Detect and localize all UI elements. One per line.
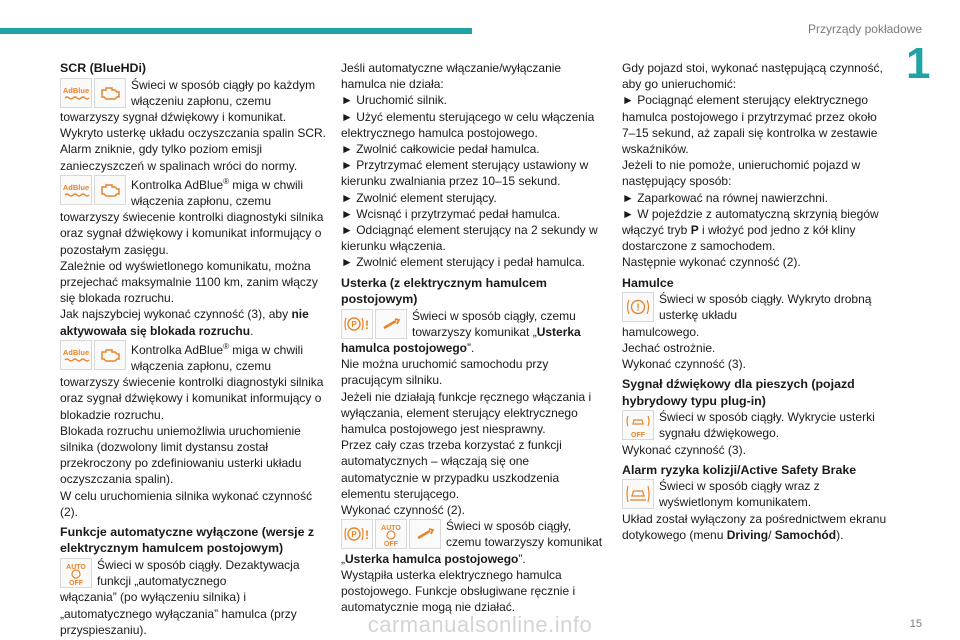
engine-icon (94, 340, 126, 370)
brakes-heading: Hamulce (622, 275, 674, 290)
step-6: ► Wcisnąć i przytrzymać pedał hamulca. (341, 206, 561, 221)
page-number: 15 (909, 618, 922, 630)
adblue-icon (60, 175, 92, 205)
step-5: ► Zwolnić element sterujący. (341, 190, 497, 205)
adblue-warning-2: AdBlue Kontrolka AdBlue® miga w chwili włączenia zapłonu, czemu (60, 174, 328, 209)
auto-functions-heading: Funkcje automatyczne wyłączone (wersje z elektrycznym hamulcem postojowym) (60, 524, 315, 556)
svg-text:AdBlue: AdBlue (62, 347, 90, 357)
collision-alarm-heading: Alarm ryzyka kolizji/Active Safety Brake (622, 462, 857, 477)
auto-off-icon (375, 519, 407, 549)
parking-brake-fault-2: P ! AUTO OFF Świeci w sposób ciągły, czemu towarzyszy komunikat (341, 518, 603, 550)
adblue-icon (60, 340, 92, 370)
svg-text:AdBlue: AdBlue (62, 85, 90, 95)
step-3: ► Zwolnić całkowicie pedał hamulca. (341, 142, 540, 157)
adblue-warning-3: AdBlue Kontrolka AdBlue® miga w chwili włączenia zapłonu, czemu (60, 339, 328, 374)
step-7: ► Odciągnąć element sterujący na 2 sekundy w kierunku włączenia. (341, 223, 598, 254)
brakes-warning: ! Świeci w sposób ciągły. Wykryto drobną usterkę układu (622, 291, 890, 323)
svg-text:!: ! (365, 528, 369, 543)
engine-icon (94, 78, 126, 108)
scr-heading: SCR (BlueHDi) (60, 61, 147, 75)
svg-text:OFF: OFF (384, 541, 398, 548)
svg-text:AUTO: AUTO (381, 525, 401, 533)
header-accent-bar (0, 28, 472, 34)
svg-text:!: ! (636, 302, 640, 314)
parking-brake-icon (341, 519, 373, 549)
svg-text:P: P (351, 530, 357, 540)
collision-alarm-icon (622, 479, 654, 509)
adblue-warning-1: AdBlue Świeci w sposób ciągły po każdym włączeniu zapłonu, czemu (60, 77, 328, 109)
column-2: Jeśli automatyczne włączanie/wyłączanie hamulca nie działa: ► Uruchomić silnik. ► Użyć elementu sterującego w celu włączenia elektrycznego hamulca postojowego. ► Zwolnić całkowicie pedał hamulca. ► Przytrzymać element sterujący ustawiony w kierunku zwalniania przez 10–15 sekund. ► Zwolnić element sterujący. ► Wcisnąć i przytrzymać pedał hamulca. ► Odciągnąć element sterujący na 2 sekundy w kierunku włączenia. ► Zwolnić element sterujący i pedał hamulca. Usterka (z elektrycznym hamulcem postojowym) P ! Świeci w sposób ciągły, czemu towarzyszy komunikat „Usterka hamulca postojowego”. Nie można uruchomić samochodu przy pracującym silniku. Jeżeli nie działają funkcje ręcznego włączania i wyłączania, element sterujący elektrycznego hamulca postojowego jest niesprawny. Przez cały czas trzeba korzystać z funkcji automatycznych – włączają się one automatycznie w przypadku uszkodzenia elementu sterującego. Wykonać czynność (2). P ! AUTO OFF Świeci w sposób ciągły, czemu towarzyszy komunikat „Usterka hamulca postojowego”. Wystąpiła usterka elektrycznego hamulca postojowego. Funkcje obsługiwane ręcznie i automatycznie mogą nie działać. (341, 61, 603, 615)
auto-off-warning: AUTO OFF Świeci w sposób ciągły. Dezaktywacja funkcji „automatycznego (60, 557, 328, 589)
column-3: Gdy pojazd stoi, wykonać następującą czynność, aby go unieruchomić: ► Pociągnąć element sterujący elektrycznego hamulca postojowego i przytrzymać przez około 7–15 sekund, aż zapali się kontrolka w zestawie wskaźników. Jeżeli to nie pomoże, unieruchomić pojazd w następujący sposób: ► Zaparkować na równej nawierzchni. ► W pojeździe z automatyczną skrzynią biegów włączyć tryb P i włożyć pod jedno z kół kliny dostarczone z samochodem. Następnie wykonać czynność (2). Hamulce ! Świeci w sposób ciągły. Wykryto drobną usterkę układu hamulcowego. Jechać ostrożnie. Wykonać czynność (3). Sygnał dźwiękowy dla pieszych (pojazd hybrydowy typu plug-in) OFF Świeci w sposób ciągły. Wykrycie usterki sygnału dźwiękowego. Wykonać czynność (3). Alarm ryzyka kolizji/Active Safety Brake Świeci w sposób ciągły wraz z wyświetlonym komunikatem. Układ został wyłączony za pośrednictwem ekranu dotykowego (menu Driving/ Samochód). (622, 60, 890, 543)
engine-icon (94, 175, 126, 205)
svg-text:OFF: OFF (631, 432, 645, 439)
step-4: ► Przytrzymać element sterujący ustawiony w kierunku zwalniania przez 10–15 sekund. (341, 158, 589, 189)
parking-brake-icon (341, 309, 373, 339)
wrench-icon (375, 309, 407, 339)
step-8: ► Zwolnić element sterujący i pedał hamulca. (341, 255, 585, 270)
svg-text:OFF: OFF (69, 579, 83, 586)
step-1: ► Uruchomić silnik. (341, 93, 447, 108)
svg-text:AdBlue: AdBlue (62, 182, 90, 192)
collision-alarm-warning: Świeci w sposób ciągły wraz z wyświetlonym komunikatem. (622, 478, 890, 510)
auto-off-icon (60, 558, 92, 588)
svg-text:AUTO: AUTO (66, 563, 86, 571)
svg-text:P: P (351, 319, 357, 329)
section-title: Przyrządy pokładowe (807, 22, 922, 36)
step-2: ► Użyć elementu sterującego w celu włączenia elektrycznego hamulca postojowego. (341, 109, 595, 140)
watermark: carmanualsonline.info (367, 612, 593, 637)
pedestrian-sound-warning: OFF Świeci w sposób ciągły. Wykrycie usterki sygnału dźwiękowego. (622, 409, 890, 441)
column-1: SCR (BlueHDi) AdBlue Świeci w sposób ciągły po każdym włączeniu zapłonu, czemu towarzyszy sygnał dźwiękowy i komunikat. Wykryto usterkę układu oczyszczania spalin SCR. Alarm zniknie, gdy tylko poziom emisji zanieczyszczeń w spalinach wróci do normy. AdBlue Kontrolka AdBlue® miga w chwili włączenia zapłonu, czemu towarzyszy świecenie kontrolki diagnostyki silnika oraz sygnał dźwiękowy i komunikat informujący o pozostałym zasięgu. Zależnie od wyświetlonego komunikatu, można przejechać maksymalnie 1100 km, zanim włączy się blokada rozruchu. Jak najszybciej wykonać czynność (3), aby nie aktywowała się blokada rozruchu. AdBlue Kontrolka AdBlue® miga w chwili włączenia zapłonu, czemu towarzyszy świecenie kontrolki diagnostyki silnika oraz sygnał dźwiękowy i komunikat informujący o blokadzie rozruchu. Blokada rozruchu uniemożliwia uruchomienie silnika (dozwolony limit dystansu został przekroczony po zdefiniowaniu usterki układu oczyszczania spalin). W celu uruchomienia silnika wykonać czynność (2). Funkcje automatyczne wyłączone (wersje z elektrycznym hamulcem postojowym) AUTO OFF Świeci w sposób ciągły. Dezaktywacja funkcji „automatycznego włączania” (po wyłączeniu silnika) i „automatycznego wyłączania” hamulca (przy przyspieszaniu). (60, 61, 326, 637)
pedestrian-sound-off-icon (622, 410, 654, 440)
parking-brake-fault-heading: Usterka (z elektrycznym hamulcem postojowym) (341, 275, 547, 307)
adblue-icon (60, 78, 92, 108)
parking-brake-fault-1: P ! Świeci w sposób ciągły, czemu towarzyszy komunikat „Usterka (341, 308, 603, 340)
chapter-number: 1 (906, 39, 931, 88)
svg-text:!: ! (365, 317, 369, 332)
brake-warning-icon (622, 292, 654, 322)
pedestrian-sound-heading: Sygnał dźwiękowy dla pieszych (pojazd hybrydowy typu plug-in) (622, 377, 855, 408)
wrench-icon (409, 519, 441, 549)
